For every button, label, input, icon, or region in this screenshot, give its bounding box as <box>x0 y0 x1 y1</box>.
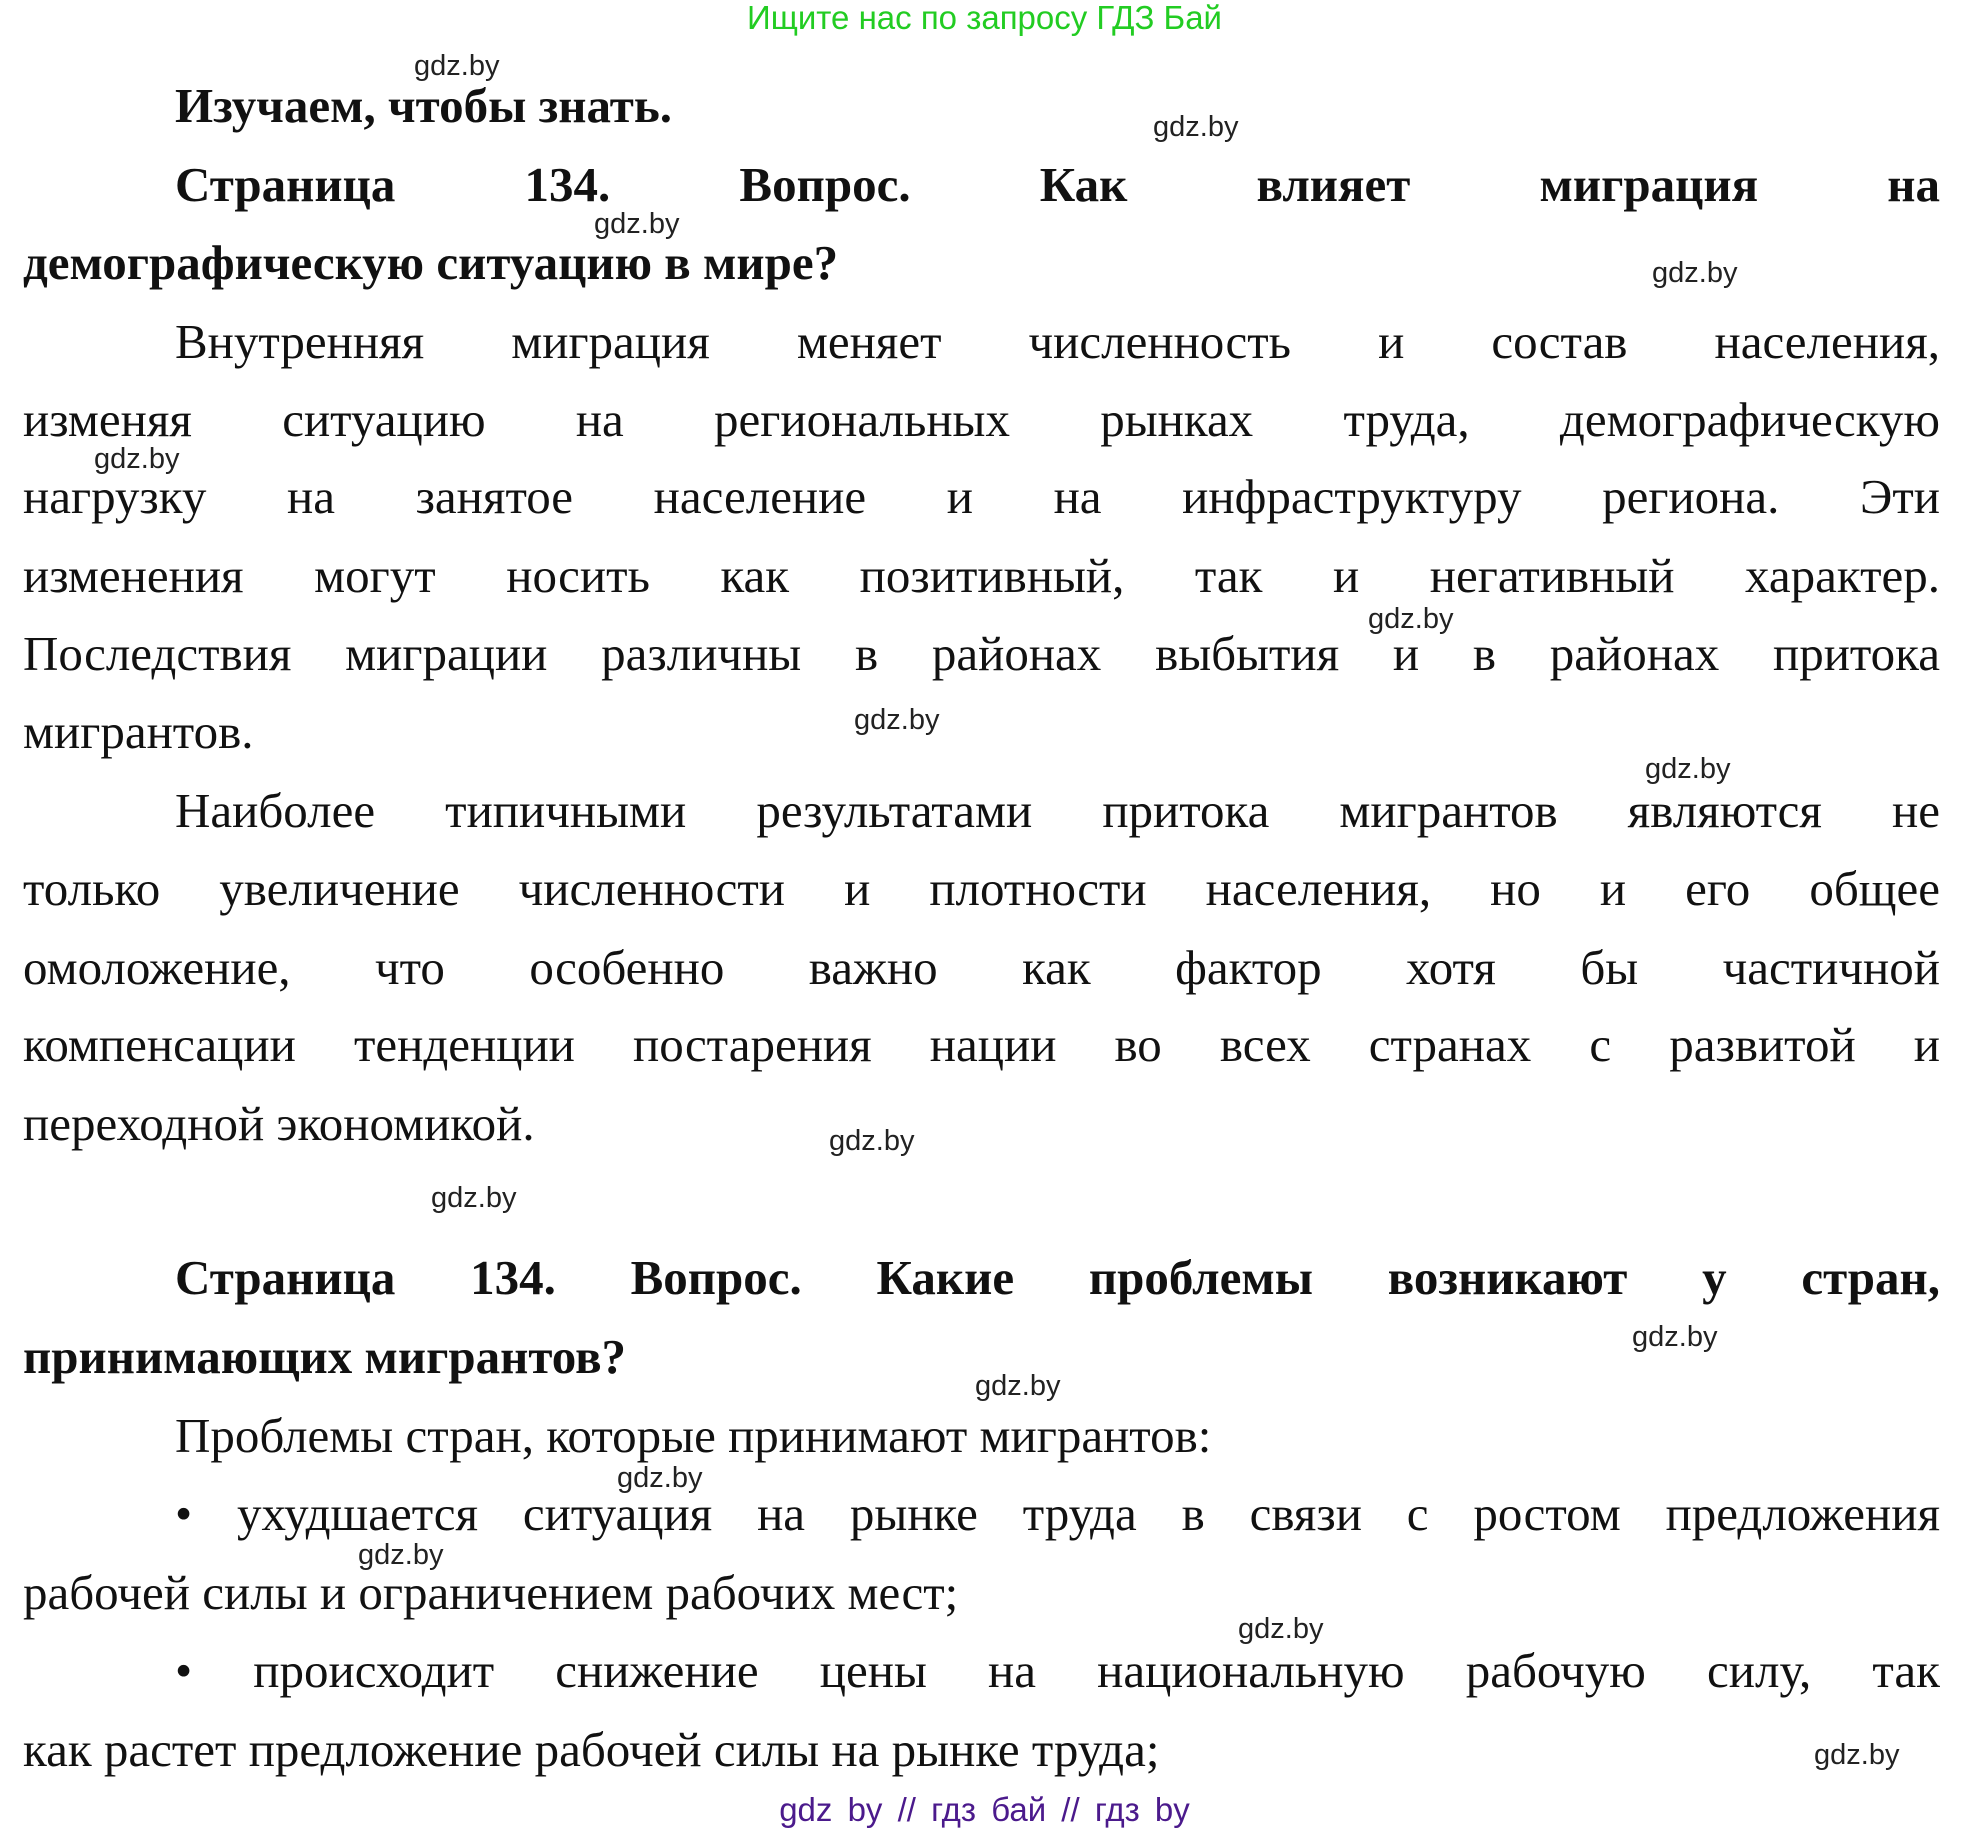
paragraph-line: омоложение, что особенно важно как фактор хотя бы частичной <box>23 940 1940 995</box>
watermark-text: gdz.by <box>854 704 940 736</box>
paragraph-line: Последствия миграции различны в районах выбытия и в районах притока <box>23 626 1940 681</box>
watermark-text: gdz.by <box>1814 1739 1900 1771</box>
watermark-text: gdz.by <box>1645 753 1731 785</box>
watermark-text: gdz.by <box>1652 257 1738 289</box>
question-heading-line: принимающих мигрантов? <box>23 1329 627 1384</box>
paragraph-line: как растет предложение рабочей силы на рынке труда; <box>23 1722 1160 1777</box>
paragraph-line: переходной экономикой. <box>23 1096 535 1151</box>
watermark-text: gdz.by <box>358 1539 444 1571</box>
paragraph-line: мигрантов. <box>23 704 254 759</box>
question-heading-line: Страница 134. Вопрос. Какие проблемы возникают у стран, <box>175 1250 1940 1305</box>
watermark-text: gdz.by <box>414 50 500 82</box>
paragraph-line: • ухудшается ситуация на рынке труда в связи с ростом предложения <box>175 1486 1940 1541</box>
paragraph-line: только увеличение численности и плотности населения, но и его общее <box>23 861 1940 916</box>
watermark-text: gdz.by <box>829 1125 915 1157</box>
watermark-text: gdz.by <box>1153 111 1239 143</box>
paragraph-line: нагрузку на занятое население и на инфраструктуру региона. Эти <box>23 469 1940 524</box>
watermark-text: gdz.by <box>1368 603 1454 635</box>
watermark-text: gdz.by <box>94 443 180 475</box>
footer-links[interactable]: gdz by // гдз бай // гдз by <box>779 1791 1190 1828</box>
watermark-text: gdz.by <box>1632 1321 1718 1353</box>
paragraph-line: Внутренняя миграция меняет численность и состав населения, <box>175 314 1940 369</box>
paragraph-line: изменения могут носить как позитивный, так и негативный характер. <box>23 548 1940 603</box>
paragraph-line: • происходит снижение цены на национальную рабочую силу, так <box>175 1643 1940 1698</box>
question-heading-line: Страница 134. Вопрос. Как влияет миграция на <box>175 157 1940 212</box>
watermark-text: gdz.by <box>617 1462 703 1494</box>
watermark-text: gdz.by <box>1238 1613 1324 1645</box>
paragraph-line: Проблемы стран, которые принимают мигрантов: <box>175 1408 1212 1463</box>
watermark-text: gdz.by <box>975 1370 1061 1402</box>
question-heading-line: Изучаем, чтобы знать. <box>175 78 672 133</box>
watermark-text: gdz.by <box>431 1182 517 1214</box>
paragraph-line: изменяя ситуацию на региональных рынках труда, демографическую <box>23 392 1940 447</box>
search-banner: Ищите нас по запросу ГДЗ Бай <box>747 0 1222 36</box>
paragraph-line: компенсации тенденции постарения нации во всех странах с развитой и <box>23 1017 1940 1072</box>
question-heading-line: демографическую ситуацию в мире? <box>23 235 839 290</box>
paragraph-line: рабочей силы и ограничением рабочих мест; <box>23 1565 959 1620</box>
paragraph-line: Наиболее типичными результатами притока мигрантов являются не <box>175 783 1940 838</box>
watermark-text: gdz.by <box>594 208 680 240</box>
